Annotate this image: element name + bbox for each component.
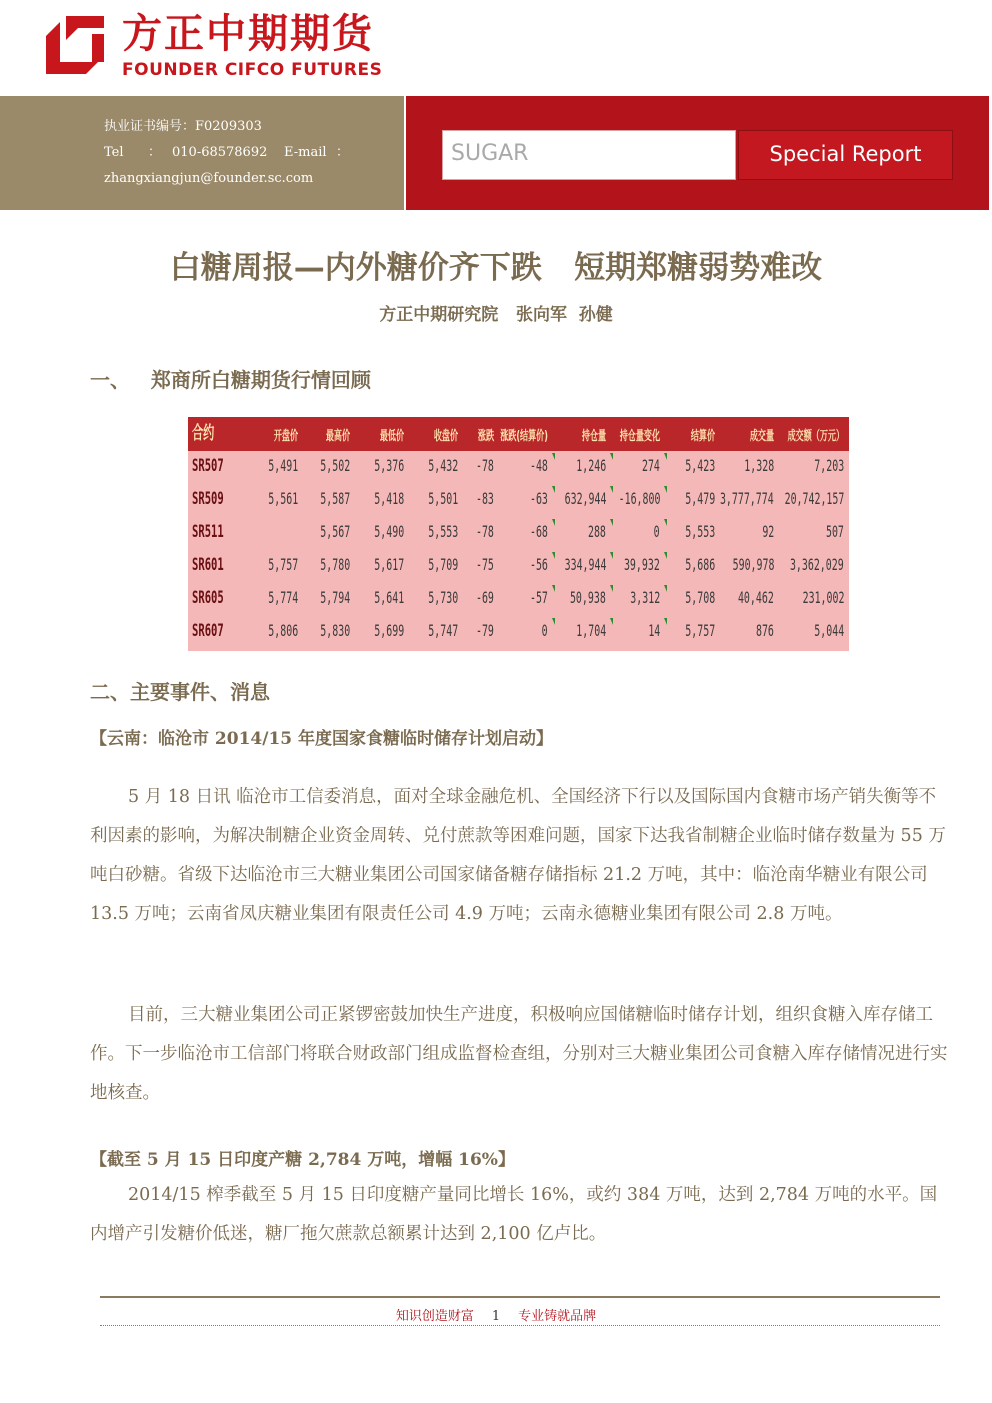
table-cell: 5,567	[320, 522, 350, 541]
license-number: 执业证书编号：F0209303	[104, 119, 262, 134]
logo-mark-icon	[40, 10, 112, 80]
contract-code-cell: SR607	[192, 621, 224, 641]
table-cell: 39,932	[624, 555, 660, 574]
table-cell: 5,794	[320, 588, 350, 607]
tel-label: Tel	[104, 145, 124, 160]
news-2-paragraph-1: 2014/15 榨季截至 5 月 15 日印度糖产量同比增长 16%，或约 384 万吨，达到 2,784 万吨的水平。国内增产引发糖价低迷，糖厂拖欠蔗款总额累计达到 2,100 亿卢比。	[90, 1185, 938, 1244]
table-cell: 14	[648, 621, 660, 640]
table-cell: 1,246	[576, 456, 606, 475]
contact-panel	[0, 96, 404, 210]
table-cell: 50,938	[570, 588, 606, 607]
company-logo	[40, 10, 420, 82]
table-header-cell: 最高价	[325, 429, 350, 444]
contract-code-cell: SR507	[192, 456, 224, 476]
table-cell: 5,686	[685, 555, 715, 574]
table-cell: 5,490	[374, 522, 404, 541]
table-cell: -78	[476, 522, 494, 541]
table-cell: 5,376	[374, 456, 404, 475]
table-cell: 5,641	[374, 588, 404, 607]
table-cell: 5,806	[268, 621, 298, 640]
footer-rule	[100, 1296, 940, 1298]
table-cell: 20,742,157	[784, 489, 844, 508]
table-cell: 5,708	[685, 588, 715, 607]
table-cell: 5,747	[428, 621, 458, 640]
contact-phone-row	[104, 140, 349, 166]
table-cell: 5,491	[268, 456, 298, 475]
table-cell: 5,774	[268, 588, 298, 607]
tel-colon: ：	[148, 145, 162, 160]
table-cell: 1,704	[576, 621, 606, 640]
section-2-heading: 二、主要事件、消息	[90, 680, 270, 704]
table-cell: 3,312	[630, 588, 660, 607]
table-cell: -69	[476, 588, 494, 607]
table-cell: 5,730	[428, 588, 458, 607]
table-header-cell: 涨跌	[477, 429, 494, 444]
logo-name-en: FOUNDER CIFCO FUTURES	[122, 60, 383, 80]
table-cell: -78	[476, 456, 494, 475]
table-cell: -79	[476, 621, 494, 640]
table-cell: 92	[762, 522, 774, 541]
email-colon: ：	[336, 145, 350, 160]
table-cell: -48	[530, 456, 548, 475]
table-header-cell: 成交额（万元）	[787, 429, 844, 444]
table-cell: -83	[476, 489, 494, 508]
table-header-cell: 结算价	[690, 429, 715, 444]
table-cell: 5,418	[374, 489, 404, 508]
report-panel	[406, 96, 989, 210]
header-band	[0, 96, 992, 210]
table-cell: 3,777,774	[720, 489, 774, 508]
table-cell: 0	[542, 621, 548, 640]
table-cell: 5,699	[374, 621, 404, 640]
table-cell: 5,757	[268, 555, 298, 574]
table-cell: -63	[530, 489, 548, 508]
contract-code-cell: SR605	[192, 588, 224, 608]
table-cell: 231,002	[802, 588, 844, 607]
table-cell: 5,423	[685, 456, 715, 475]
table-cell: 7,203	[814, 456, 844, 475]
report-type-box	[738, 130, 953, 180]
table-cell: 5,502	[320, 456, 350, 475]
table-header-cell: 成交量	[749, 429, 774, 444]
contact-info	[104, 114, 349, 192]
contract-code-cell: SR509	[192, 489, 224, 509]
table-cell: 5,587	[320, 489, 350, 508]
market-table	[188, 417, 849, 651]
report-title: 白糖周报—内外糖价齐下跌 短期郑糖弱势难改	[169, 250, 823, 286]
report-type-label: Special Report	[769, 142, 922, 166]
table-cell: 334,944	[564, 555, 606, 574]
table-header-cell: 持仓量变化	[619, 429, 660, 444]
table-cell: 5,757	[685, 621, 715, 640]
news-1-paragraph-2: 目前，三大糖业集团公司正紧锣密鼓加快生产进度，积极响应国储糖临时储存计划，组织食糖入库存储工作。下一步临沧市工信部门将联合财政部门组成监督检查组，分别对三大糖业集团公司食糖入库存储情况进行实地核查。	[90, 1005, 948, 1103]
table-cell: 5,479	[685, 489, 715, 508]
table-cell: -68	[530, 522, 548, 541]
report-authors: 方正中期研究院 张向军 孙健	[379, 305, 613, 325]
news-1-headline: 【云南：临沧市 2014/15 年度国家食糖临时储存计划启动】	[90, 729, 554, 749]
table-header-cell: 收盘价	[433, 429, 458, 444]
table-cell: 5,044	[814, 621, 844, 640]
table-cell: 5,501	[428, 489, 458, 508]
table-header-cell: 最低价	[379, 429, 404, 444]
table-cell: 5,830	[320, 621, 350, 640]
cell-flag-icon	[610, 618, 613, 625]
table-cell: -16,800	[618, 489, 660, 508]
table-header-cell: 涨跌(结算价)	[500, 429, 548, 444]
table-cell: 5,553	[685, 522, 715, 541]
cell-flag-icon	[664, 618, 667, 625]
table-cell: 876	[756, 621, 774, 640]
table-cell: 5,780	[320, 555, 350, 574]
footer-slogan-left: 知识创造财富	[395, 1309, 474, 1324]
table-cell: 5,617	[374, 555, 404, 574]
table-cell: 1,328	[744, 456, 774, 475]
table-cell: 5,432	[428, 456, 458, 475]
table-header-cell: 合约	[192, 423, 215, 444]
table-cell: 507	[826, 522, 844, 541]
table-cell: -56	[530, 555, 548, 574]
table-cell: 5,553	[428, 522, 458, 541]
contract-code-cell: SR601	[192, 555, 224, 575]
footer-slogan-right: 专业铸就品牌	[518, 1309, 597, 1324]
footer	[0, 1305, 992, 1324]
table-cell: 5,561	[268, 489, 298, 508]
table-cell: -75	[476, 555, 494, 574]
table-cell: 40,462	[738, 588, 774, 607]
table-cell: 0	[654, 522, 660, 541]
table-cell: -57	[530, 588, 548, 607]
logo-name-cn: 方正中期期货	[122, 11, 374, 57]
table-row	[188, 417, 849, 651]
table-header-cell: 开盘价	[273, 429, 298, 444]
category-label: SUGAR	[451, 141, 529, 166]
section-1-heading: 一、 郑商所白糖期货行情回顾	[90, 368, 371, 392]
table-cell: 274	[642, 456, 660, 475]
news-2-headline: 【截至 5 月 15 日印度产糖 2,784 万吨，增幅 16%】	[90, 1150, 515, 1170]
footer-dotted-rule	[100, 1325, 940, 1326]
table-cell: 288	[588, 522, 606, 541]
contract-code-cell: SR511	[192, 522, 224, 542]
table-cell: 590,978	[732, 555, 774, 574]
email-address: zhangxiangjun@founder.sc.com	[104, 171, 314, 186]
cell-flag-icon	[552, 618, 555, 625]
page-number: 1	[491, 1309, 501, 1324]
table-header-cell: 持仓量	[581, 429, 606, 444]
category-box	[442, 130, 736, 180]
table-cell: 3,362,029	[790, 555, 844, 574]
news-1-paragraph-1: 5 月 18 日讯 临沧市工信委消息，面对全球金融危机、全国经济下行以及国际国内食糖市场产销失衡等不利因素的影响，为解决制糖企业资金周转、兑付蔗款等困难问题，国家下达我省制糖企业临时储存数量为 55 万吨白砂糖。省级下达临沧市三大糖业集团公司国家储备糖存储指标 21.2 万吨，其中：临沧南华糖业有限公司 13.5 万吨；云南省凤庆糖业集团有限责任公司 4.9 万吨；云南永德糖业集团有限公司 2.8 万吨。	[90, 787, 946, 924]
tel-number: 010-68578692	[172, 145, 268, 160]
table-cell: 632,944	[564, 489, 606, 508]
email-label: E-mail	[284, 145, 327, 160]
table-cell: 5,709	[428, 555, 458, 574]
